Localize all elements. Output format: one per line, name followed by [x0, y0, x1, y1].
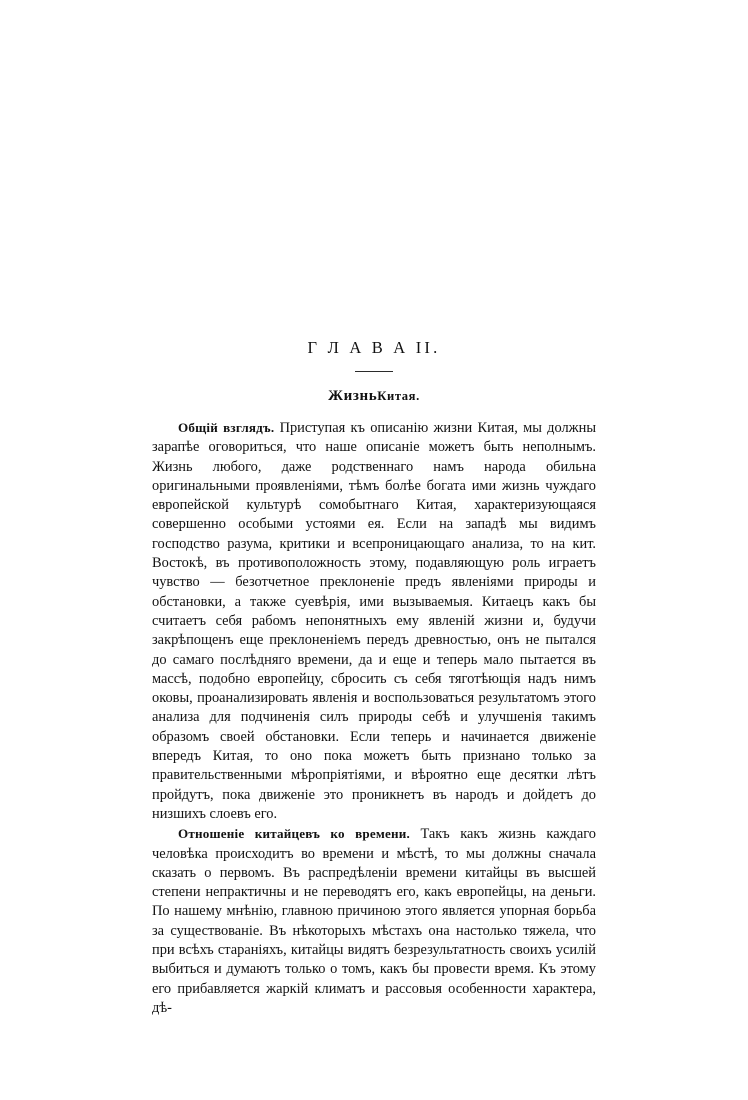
- chapter-heading: Г Л А В А II.: [307, 338, 441, 357]
- section-title-main: Жизнь: [328, 388, 378, 404]
- section-title-rest: Китая.: [377, 389, 420, 403]
- heading-divider: [152, 368, 596, 372]
- paragraph-text: Приступая къ описанію жизни Китая, мы должны зарапѣе оговориться, что наше описаніе можетъ быть неполнымъ. Жизнь любого, даже родственнаго намъ народа обильна оригинальными проявленіями, тѣмъ болѣе богата ими жизнь чуждаго европейской культурѣ сомобытнаго Китая, характеризующаяся совершенно особыми устоями ея. Если на западѣ мы видимъ господство разума, критики и всепроницающаго анализа, то на кит. Востокѣ, въ противоположность этому, подавляющую роль играетъ чувство — безотчетное преклоненіе предъ явленіями природы и обстановки, а также суевѣрія, ими вызываемыя. Китаецъ какъ бы считаетъ себя рабомъ непонятныхъ ему явленій жизни и, будучи закрѣпощенъ еще преклоненіемъ передъ древностью, онъ не пытался до самаго послѣдняго времени, да и еще и теперь мало пытается въ массѣ, подобно европейцу, сбросить съ себя тяготѣющія надъ нимъ оковы, проанализировать явленія и воспользоваться результатомъ этого анализа для подчиненія силъ природы себѣ и улучшенія такимъ образомъ своей обстановки. Если теперь и начинается движеніе впередъ Китая, то оно пока можетъ быть признано только за правительственными мѣропріятіями, и вѣроятно еще десятки лѣтъ пройдутъ, пока движеніе это проникнетъ въ народъ и дойдетъ до низшихъ слоевъ его.: [152, 420, 596, 822]
- divider-rule: [355, 371, 393, 372]
- paragraph-lead-in: Общій взглядъ.: [178, 420, 275, 435]
- paragraph-lead-in: Отношеніе китайцевъ ко времени.: [178, 826, 410, 842]
- section-title: [152, 388, 596, 405]
- paragraph-text: Такъ какъ жизнь каждаго человѣка происходитъ во времени и мѣстѣ, то мы должны сначала сказать о первомъ. Въ распредѣленіи времени китайцы въ высшей степени непрактичны и не переводятъ его, какъ европейцы, на деньги. По нашему мнѣнію, главною причиною этого является упорная борьба за существованіе. Въ нѣкоторыхъ мѣстахъ она настолько тяжела, что при всѣхъ стараніяхъ, китайцы видятъ безрезультатность своихъ усилій выбиться и думаютъ только о томъ, какъ бы провести время. Къ этому его прибавляется жаркій климатъ и рассовыя особенности характера, дѣ-: [152, 826, 596, 1016]
- paragraph-general-view: [152, 418, 596, 824]
- page-text-block: [152, 338, 596, 1018]
- paragraph-attitude-to-time: [152, 824, 596, 1018]
